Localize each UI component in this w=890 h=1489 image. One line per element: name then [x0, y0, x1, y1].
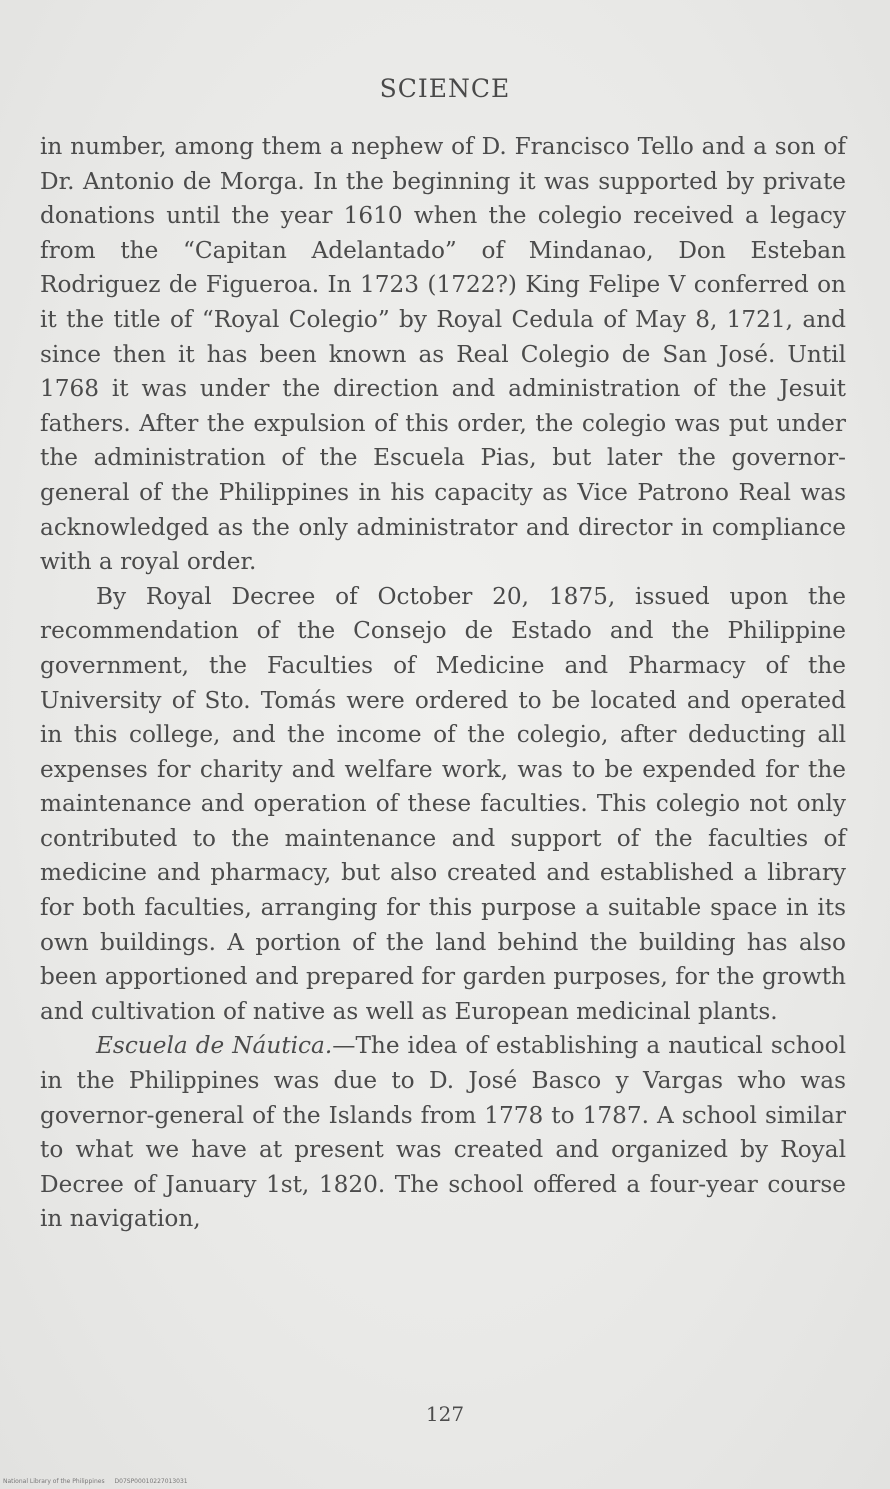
paragraph-continuation: in number, among them a nephew of D. Francisco Tello and a son of Dr. Antonio de Morga. In the beginning it was supported by private donations until the year 1610 when the colegio received a legacy from the “Capitan Adelantado” of Mindanao, Don Esteban Rodriguez de Figueroa. In 1723 (1722?) King Felipe V conferred on it the title of “Royal Colegio” by Royal Cedula of May 8, 1721, and since then it has been known as Real Colegio de San José. Until 1768 it was under the direction and administration of the Jesuit fathers. After the expulsion of this order, the colegio was put under the administration of the Escuela Pias, but later the governor-general of the Philippines in his capacity as Vice Patrono Real was acknowledged as the only administrator and director in compliance with a royal order. [40, 133, 846, 576]
page-number: 127 [425, 1402, 465, 1426]
footer-code: D07SP00010227013031 [114, 1478, 188, 1485]
section-lead-italic: Escuela de Náutica. [96, 1032, 333, 1060]
paragraph-escuela-nautica [40, 1029, 846, 1237]
running-header: SCIENCE [379, 74, 511, 103]
footer-credit [3, 1478, 188, 1485]
paragraph-royal-decree: By Royal Decree of October 20, 1875, issued upon the recommendation of the Consejo de Estado and the Philippine government, the Faculties of Medicine and Pharmacy of the University of Sto. Tomás were ordered to be located and operated in this college, and the income of the colegio, after deducting all expenses for charity and welfare work, was to be expended for the maintenance and operation of these faculties. This colegio not only contributed to the maintenance and support of the faculties of medicine and pharmacy, but also created and established a library for both faculties, arranging for this purpose a suitable space in its own buildings. A portion of the land behind the building has also been apportioned and prepared for garden purposes, for the growth and cultivation of native as well as European medicinal plants. [40, 582, 846, 1025]
body-text [40, 130, 846, 1237]
footer-library: National Library of the Philippines [3, 1478, 105, 1485]
paragraph-escuela-nautica-text: —The idea of establishing a nautical school in the Philippines was due to D. José Basco y Vargas who was governor-general of the Islands from 1778 to 1787. A school similar to what we have at present was created and organized by Royal Decree of January 1st, 1820. The school offered a four-year course in navigation, [40, 1032, 847, 1233]
